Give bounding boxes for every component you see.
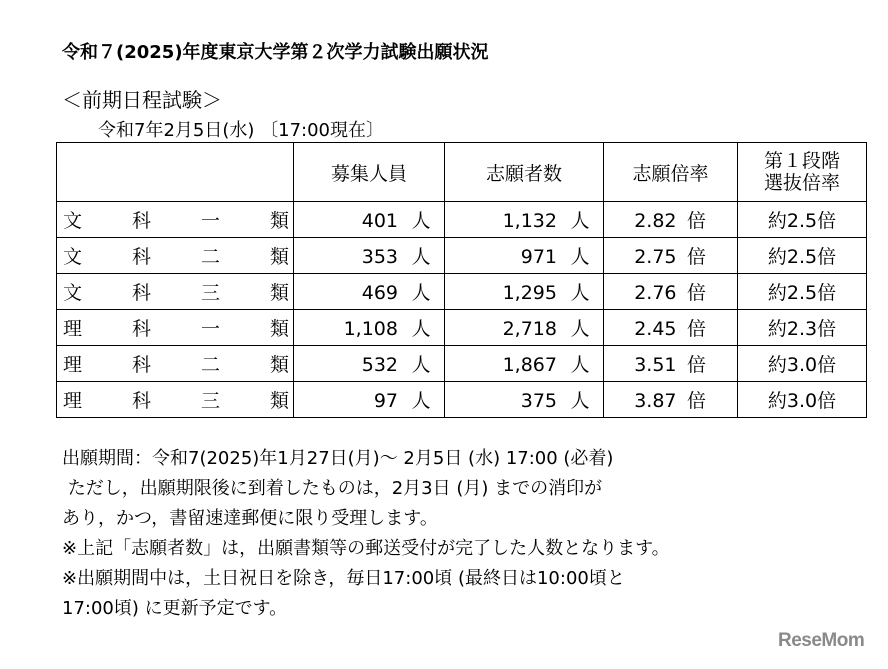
notes-block bbox=[62, 444, 670, 624]
category-char: 理 bbox=[63, 318, 83, 340]
header-quota: 募集人員 bbox=[294, 143, 445, 202]
ratio-unit: 倍 bbox=[686, 246, 706, 268]
table-row bbox=[57, 382, 867, 418]
quota-value: 97 bbox=[373, 390, 398, 412]
ratio-cell bbox=[604, 274, 738, 310]
quota-value: 532 bbox=[361, 354, 398, 376]
note-line: ※上記「志願者数」は，出願書類等の郵送受付が完了した人数となります。 bbox=[62, 538, 670, 559]
stage1-ratio-cell: 約2.5倍 bbox=[738, 238, 867, 274]
status-date: 令和7年2月5日(水) 〔17:00現在〕 bbox=[98, 120, 384, 141]
header-category bbox=[57, 143, 294, 202]
stage1-ratio-cell: 約2.5倍 bbox=[738, 202, 867, 238]
category-char: 科 bbox=[131, 390, 151, 412]
ratio-value: 3.51 bbox=[634, 354, 677, 376]
applicants-unit: 人 bbox=[570, 282, 590, 304]
stage1-ratio-cell: 約3.0倍 bbox=[738, 346, 867, 382]
quota-unit: 人 bbox=[411, 282, 431, 304]
application-status-table bbox=[56, 142, 867, 418]
category-char: 理 bbox=[63, 354, 83, 376]
note-line: ※出願期間中は，土日祝日を除き，毎日17:00頃 (最終日は10:00頃と bbox=[62, 568, 625, 589]
category-char: 科 bbox=[131, 210, 151, 232]
applicants-unit: 人 bbox=[570, 390, 590, 412]
note-line: あり，かつ，書留速達郵便に限り受理します。 bbox=[62, 508, 438, 529]
category-char: 一 bbox=[200, 318, 220, 340]
category-char: 類 bbox=[269, 246, 289, 268]
table-row bbox=[57, 238, 867, 274]
applicants-value: 1,132 bbox=[502, 210, 557, 232]
ratio-unit: 倍 bbox=[686, 282, 706, 304]
category-char: 類 bbox=[269, 318, 289, 340]
ratio-value: 2.82 bbox=[634, 210, 677, 232]
quota-cell bbox=[294, 382, 445, 418]
category-cell bbox=[57, 238, 294, 274]
category-char: 一 bbox=[200, 210, 220, 232]
applicants-cell bbox=[445, 346, 604, 382]
quota-cell bbox=[294, 310, 445, 346]
note-line: ただし，出願期限後に到着したものは，2月3日 (月) までの消印が bbox=[62, 478, 603, 499]
section-heading: ＜前期日程試験＞ bbox=[62, 88, 222, 112]
header-applicants: 志願者数 bbox=[445, 143, 604, 202]
category-char: 文 bbox=[63, 210, 83, 232]
applicants-cell bbox=[445, 238, 604, 274]
header-ratio: 志願倍率 bbox=[604, 143, 738, 202]
table-row bbox=[57, 202, 867, 238]
category-char: 理 bbox=[63, 390, 83, 412]
table-row bbox=[57, 310, 867, 346]
quota-unit: 人 bbox=[411, 246, 431, 268]
quota-unit: 人 bbox=[411, 210, 431, 232]
category-char: 科 bbox=[131, 246, 151, 268]
applicants-cell bbox=[445, 274, 604, 310]
applicants-cell bbox=[445, 310, 604, 346]
ratio-cell bbox=[604, 346, 738, 382]
resemom-logo: ReseMom bbox=[778, 630, 865, 651]
note-line: 17:00頃) に更新予定です。 bbox=[62, 598, 288, 619]
applicants-unit: 人 bbox=[570, 246, 590, 268]
category-char: 科 bbox=[131, 318, 151, 340]
stage1-ratio-cell: 約2.3倍 bbox=[738, 310, 867, 346]
category-char: 科 bbox=[131, 354, 151, 376]
quota-value: 469 bbox=[361, 282, 398, 304]
quota-unit: 人 bbox=[411, 390, 431, 412]
category-char: 類 bbox=[269, 210, 289, 232]
header-stage1-line1: 第１段階 bbox=[763, 150, 840, 172]
category-char: 類 bbox=[269, 390, 289, 412]
quota-cell bbox=[294, 202, 445, 238]
quota-value: 353 bbox=[361, 246, 398, 268]
ratio-cell bbox=[604, 310, 738, 346]
stage1-ratio-cell: 約2.5倍 bbox=[738, 274, 867, 310]
category-char: 二 bbox=[200, 354, 220, 376]
applicants-value: 375 bbox=[520, 390, 557, 412]
ratio-value: 2.75 bbox=[634, 246, 677, 268]
category-char: 文 bbox=[63, 282, 83, 304]
category-char: 科 bbox=[131, 282, 151, 304]
category-char: 三 bbox=[200, 282, 220, 304]
ratio-value: 2.76 bbox=[634, 282, 677, 304]
header-stage1-ratio bbox=[738, 143, 867, 202]
quota-unit: 人 bbox=[411, 354, 431, 376]
quota-value: 401 bbox=[361, 210, 398, 232]
category-char: 文 bbox=[63, 246, 83, 268]
ratio-cell bbox=[604, 238, 738, 274]
ratio-value: 2.45 bbox=[634, 318, 677, 340]
applicants-value: 1,867 bbox=[502, 354, 557, 376]
quota-cell bbox=[294, 346, 445, 382]
quota-cell bbox=[294, 274, 445, 310]
applicants-unit: 人 bbox=[570, 210, 590, 232]
ratio-unit: 倍 bbox=[686, 318, 706, 340]
applicants-unit: 人 bbox=[570, 354, 590, 376]
ratio-unit: 倍 bbox=[686, 354, 706, 376]
category-cell bbox=[57, 310, 294, 346]
category-char: 類 bbox=[269, 354, 289, 376]
category-cell bbox=[57, 346, 294, 382]
ratio-cell bbox=[604, 382, 738, 418]
category-cell bbox=[57, 382, 294, 418]
category-cell bbox=[57, 202, 294, 238]
header-stage1-line2: 選抜倍率 bbox=[763, 172, 840, 194]
page-title: 令和７(2025)年度東京大学第２次学力試験出願状況 bbox=[62, 42, 489, 63]
ratio-unit: 倍 bbox=[686, 210, 706, 232]
note-line: 出願期間：令和7(2025)年1月27日(月)～ 2月5日 (水) 17:00 (必着) bbox=[62, 448, 614, 469]
table-row bbox=[57, 274, 867, 310]
ratio-value: 3.87 bbox=[634, 390, 677, 412]
quota-cell bbox=[294, 238, 445, 274]
ratio-cell bbox=[604, 202, 738, 238]
table-header-row bbox=[57, 143, 867, 202]
category-char: 類 bbox=[269, 282, 289, 304]
applicants-value: 1,295 bbox=[502, 282, 557, 304]
category-char: 三 bbox=[200, 390, 220, 412]
category-cell bbox=[57, 274, 294, 310]
applicants-cell bbox=[445, 382, 604, 418]
ratio-unit: 倍 bbox=[686, 390, 706, 412]
applicants-cell bbox=[445, 202, 604, 238]
quota-value: 1,108 bbox=[343, 318, 398, 340]
category-char: 二 bbox=[200, 246, 220, 268]
stage1-ratio-cell: 約3.0倍 bbox=[738, 382, 867, 418]
applicants-value: 971 bbox=[520, 246, 557, 268]
quota-unit: 人 bbox=[411, 318, 431, 340]
applicants-value: 2,718 bbox=[502, 318, 557, 340]
table-row bbox=[57, 346, 867, 382]
applicants-unit: 人 bbox=[570, 318, 590, 340]
